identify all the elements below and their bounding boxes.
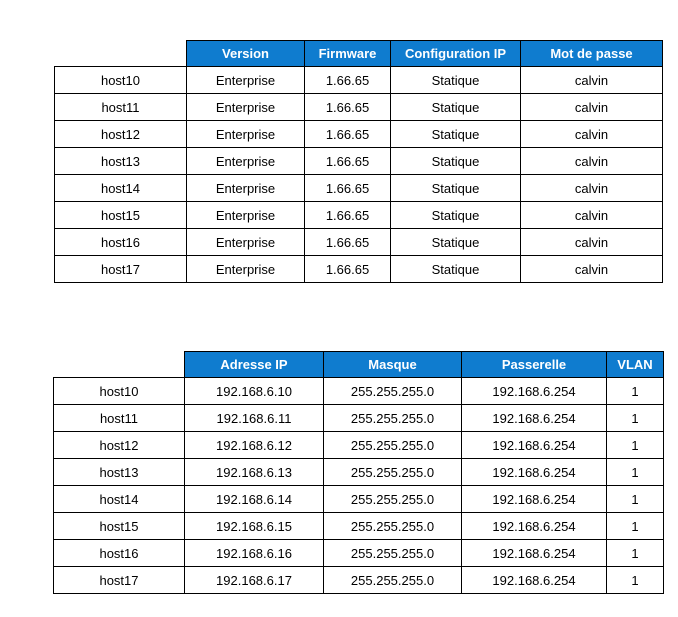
gateway-cell: 192.168.6.254 xyxy=(462,513,607,540)
ip-address-cell: 192.168.6.14 xyxy=(185,486,324,513)
configuration-ip-cell: Statique xyxy=(391,121,521,148)
table-row xyxy=(55,229,663,256)
table-row xyxy=(54,432,664,459)
column-header-passerelle: Passerelle xyxy=(462,352,607,378)
password-cell: calvin xyxy=(521,94,663,121)
firmware-cell: 1.66.65 xyxy=(305,67,391,94)
gateway-cell: 192.168.6.254 xyxy=(462,567,607,594)
host-name-cell: host17 xyxy=(55,256,187,283)
table-row xyxy=(54,486,664,513)
subnet-mask-cell: 255.255.255.0 xyxy=(324,567,462,594)
host-name-cell: host13 xyxy=(55,148,187,175)
firmware-cell: 1.66.65 xyxy=(305,121,391,148)
gateway-cell: 192.168.6.254 xyxy=(462,459,607,486)
network-config-table xyxy=(53,351,664,594)
configuration-ip-cell: Statique xyxy=(391,256,521,283)
table-row xyxy=(55,67,663,94)
host-name-cell: host15 xyxy=(54,513,185,540)
table-row xyxy=(55,175,663,202)
configuration-ip-cell: Statique xyxy=(391,94,521,121)
password-cell: calvin xyxy=(521,202,663,229)
subnet-mask-cell: 255.255.255.0 xyxy=(324,486,462,513)
column-header-masque: Masque xyxy=(324,352,462,378)
version-cell: Enterprise xyxy=(187,202,305,229)
table-row xyxy=(55,256,663,283)
version-cell: Enterprise xyxy=(187,175,305,202)
vlan-cell: 1 xyxy=(607,567,664,594)
ip-address-cell: 192.168.6.12 xyxy=(185,432,324,459)
header-blank-cell xyxy=(54,352,185,378)
configuration-ip-cell: Statique xyxy=(391,202,521,229)
host-name-cell: host13 xyxy=(54,459,185,486)
host-config-table-body xyxy=(55,67,663,283)
subnet-mask-cell: 255.255.255.0 xyxy=(324,432,462,459)
version-cell: Enterprise xyxy=(187,121,305,148)
vlan-cell: 1 xyxy=(607,513,664,540)
host-name-cell: host10 xyxy=(54,378,185,405)
version-cell: Enterprise xyxy=(187,256,305,283)
gateway-cell: 192.168.6.254 xyxy=(462,486,607,513)
column-header-configuration-ip: Configuration IP xyxy=(391,41,521,67)
table-row xyxy=(54,567,664,594)
gateway-cell: 192.168.6.254 xyxy=(462,405,607,432)
version-cell: Enterprise xyxy=(187,94,305,121)
version-cell: Enterprise xyxy=(187,148,305,175)
host-name-cell: host14 xyxy=(55,175,187,202)
column-header-version: Version xyxy=(187,41,305,67)
header-blank-cell xyxy=(55,41,187,67)
table-row xyxy=(54,405,664,432)
host-name-cell: host16 xyxy=(54,540,185,567)
column-header-vlan: VLAN xyxy=(607,352,664,378)
configuration-ip-cell: Statique xyxy=(391,175,521,202)
vlan-cell: 1 xyxy=(607,405,664,432)
ip-address-cell: 192.168.6.11 xyxy=(185,405,324,432)
subnet-mask-cell: 255.255.255.0 xyxy=(324,378,462,405)
vlan-cell: 1 xyxy=(607,540,664,567)
host-config-table xyxy=(54,40,663,283)
firmware-cell: 1.66.65 xyxy=(305,229,391,256)
host-name-cell: host16 xyxy=(55,229,187,256)
ip-address-cell: 192.168.6.17 xyxy=(185,567,324,594)
version-cell: Enterprise xyxy=(187,229,305,256)
ip-address-cell: 192.168.6.15 xyxy=(185,513,324,540)
table-row xyxy=(55,121,663,148)
column-header-firmware: Firmware xyxy=(305,41,391,67)
firmware-cell: 1.66.65 xyxy=(305,148,391,175)
password-cell: calvin xyxy=(521,256,663,283)
gateway-cell: 192.168.6.254 xyxy=(462,378,607,405)
network-config-table-body xyxy=(54,378,664,594)
password-cell: calvin xyxy=(521,229,663,256)
subnet-mask-cell: 255.255.255.0 xyxy=(324,405,462,432)
gateway-cell: 192.168.6.254 xyxy=(462,540,607,567)
password-cell: calvin xyxy=(521,175,663,202)
subnet-mask-cell: 255.255.255.0 xyxy=(324,540,462,567)
table-row xyxy=(54,459,664,486)
host-name-cell: host12 xyxy=(55,121,187,148)
ip-address-cell: 192.168.6.16 xyxy=(185,540,324,567)
host-name-cell: host11 xyxy=(55,94,187,121)
password-cell: calvin xyxy=(521,67,663,94)
table-header-row xyxy=(54,352,664,378)
firmware-cell: 1.66.65 xyxy=(305,202,391,229)
vlan-cell: 1 xyxy=(607,432,664,459)
table-row xyxy=(54,540,664,567)
password-cell: calvin xyxy=(521,121,663,148)
host-name-cell: host17 xyxy=(54,567,185,594)
column-header-mot-de-passe: Mot de passe xyxy=(521,41,663,67)
vlan-cell: 1 xyxy=(607,486,664,513)
column-header-adresse-ip: Adresse IP xyxy=(185,352,324,378)
subnet-mask-cell: 255.255.255.0 xyxy=(324,513,462,540)
firmware-cell: 1.66.65 xyxy=(305,94,391,121)
table-row xyxy=(54,378,664,405)
firmware-cell: 1.66.65 xyxy=(305,175,391,202)
ip-address-cell: 192.168.6.10 xyxy=(185,378,324,405)
configuration-ip-cell: Statique xyxy=(391,67,521,94)
gateway-cell: 192.168.6.254 xyxy=(462,432,607,459)
configuration-ip-cell: Statique xyxy=(391,229,521,256)
configuration-ip-cell: Statique xyxy=(391,148,521,175)
table-header-row xyxy=(55,41,663,67)
firmware-cell: 1.66.65 xyxy=(305,256,391,283)
table-row xyxy=(55,148,663,175)
table-row xyxy=(55,202,663,229)
host-name-cell: host11 xyxy=(54,405,185,432)
table-row xyxy=(55,94,663,121)
vlan-cell: 1 xyxy=(607,459,664,486)
table-row xyxy=(54,513,664,540)
host-name-cell: host14 xyxy=(54,486,185,513)
host-name-cell: host10 xyxy=(55,67,187,94)
password-cell: calvin xyxy=(521,148,663,175)
subnet-mask-cell: 255.255.255.0 xyxy=(324,459,462,486)
host-name-cell: host12 xyxy=(54,432,185,459)
version-cell: Enterprise xyxy=(187,67,305,94)
ip-address-cell: 192.168.6.13 xyxy=(185,459,324,486)
vlan-cell: 1 xyxy=(607,378,664,405)
host-name-cell: host15 xyxy=(55,202,187,229)
